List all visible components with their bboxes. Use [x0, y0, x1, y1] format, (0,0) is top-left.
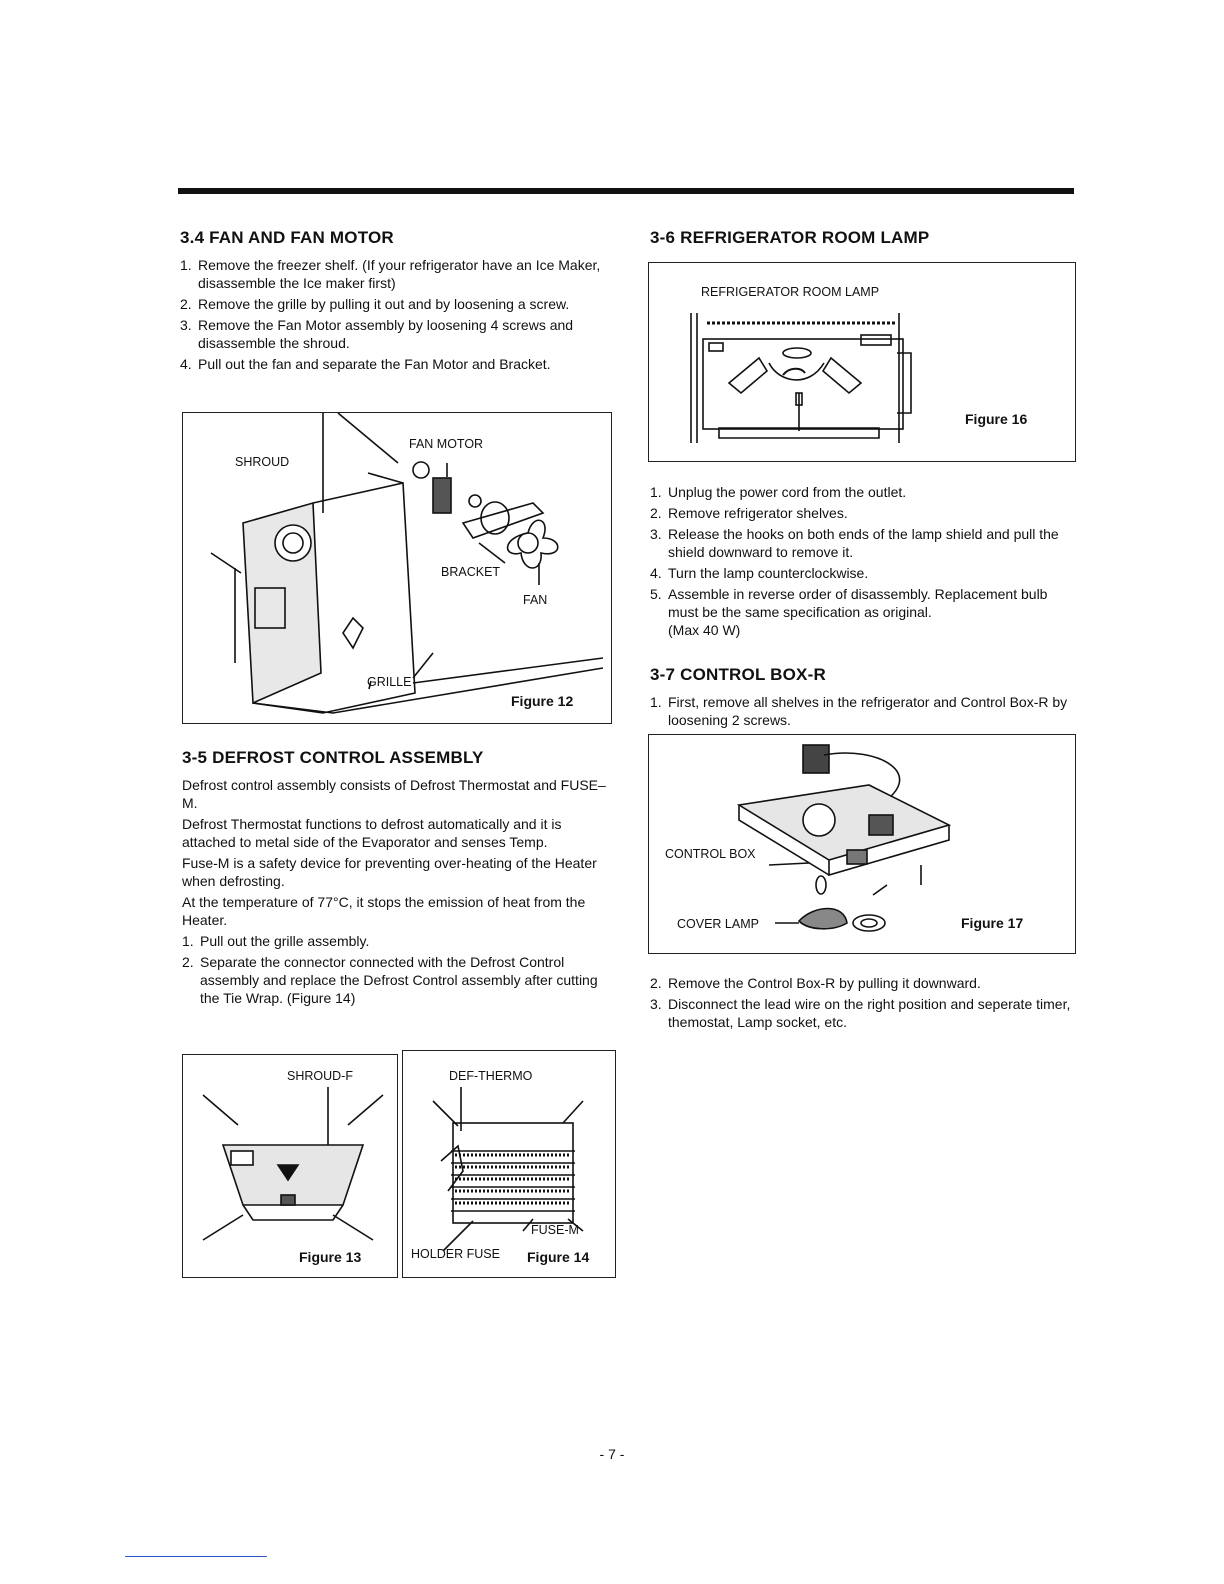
- label-shroud-f: SHROUD-F: [287, 1069, 353, 1083]
- section-title: 3-6 REFRIGERATOR ROOM LAMP: [650, 228, 930, 247]
- max-wattage-note: (Max 40 W): [668, 622, 741, 638]
- label-room-lamp: REFRIGERATOR ROOM LAMP: [701, 285, 880, 299]
- section-title: 3.4 FAN AND FAN MOTOR: [180, 228, 394, 247]
- steps-list: [182, 932, 616, 1007]
- figure-caption: Figure 17: [961, 915, 1024, 931]
- figure-14: [402, 1050, 616, 1278]
- steps-list: [180, 256, 612, 373]
- steps-list: [650, 483, 1080, 621]
- list-item: 3. Disconnect the lead wire on the right position and seperate timer, themostat, Lamp socket, etc.: [650, 996, 1071, 1030]
- section-title: 3-7 CONTROL BOX-R: [650, 665, 826, 684]
- list-item: 2. Remove refrigerator shelves.: [650, 505, 848, 521]
- page-number: - 7 -: [599, 1446, 625, 1462]
- label-fan: FAN: [523, 593, 548, 607]
- steps-list: [650, 974, 1080, 1031]
- footer-rule: [125, 1556, 267, 1557]
- paragraph: Fuse-M is a safety device for preventing over-heating of the Heater when defrosting.: [182, 855, 597, 889]
- label-control-box: CONTROL BOX: [665, 847, 756, 861]
- list-item: 4. Turn the lamp counterclockwise.: [650, 565, 869, 581]
- label-fan-motor: FAN MOTOR: [409, 437, 484, 451]
- list-item: 1. Remove the freezer shelf. (If your refrigerator have an Ice Maker, disassemble the Ice maker first): [180, 257, 601, 291]
- label-fuse-m: FUSE-M: [531, 1223, 579, 1237]
- paragraph: At the temperature of 77°C, it stops the emission of heat from the Heater.: [182, 894, 586, 928]
- section-defrost-control: [182, 748, 616, 1007]
- list-item: 3. Remove the Fan Motor assembly by loosening 4 screws and disassemble the shroud.: [180, 317, 574, 351]
- list-item: 3. Release the hooks on both ends of the lamp shield and pull the shield downward to remove it.: [650, 526, 1059, 560]
- label-grille: GRILLE: [367, 675, 412, 689]
- label-bracket: BRACKET: [441, 565, 501, 579]
- figure-16: [648, 262, 1076, 462]
- figure-caption: Figure 13: [299, 1249, 362, 1265]
- label-holder-fuse: HOLDER FUSE: [411, 1247, 500, 1261]
- list-item: 4. Pull out the fan and separate the Fan Motor and Bracket.: [180, 356, 551, 372]
- label-shroud: SHROUD: [235, 455, 290, 469]
- section-room-lamp-title: [650, 228, 1080, 248]
- list-item: 2. Remove the Control Box-R by pulling it downward.: [650, 975, 981, 991]
- list-item: 2. Separate the connector connected with the Defrost Control assembly and replace the Defrost Control assembly after cutting the Tie Wrap. (Figure 14): [182, 954, 598, 1006]
- list-item: 1. Unplug the power cord from the outlet.: [650, 484, 907, 500]
- figure-caption: Figure 16: [965, 411, 1028, 427]
- paragraph: Defrost Thermostat functions to defrost automatically and it is attached to metal side of the Evaporator and senses Temp.: [182, 816, 562, 850]
- list-item: 1. Pull out the grille assembly.: [182, 933, 370, 949]
- section-title: 3-5 DEFROST CONTROL ASSEMBLY: [182, 748, 484, 767]
- section-room-lamp: [650, 483, 1080, 729]
- list-item: 5. Assemble in reverse order of disassembly. Replacement bulb must be the same specification as original.: [650, 586, 1048, 620]
- section-control-box: [650, 974, 1080, 1031]
- section-fan-motor: [180, 228, 612, 373]
- figure-caption: Figure 12: [511, 693, 574, 709]
- list-item: 2. Remove the grille by pulling it out and by loosening a screw.: [180, 296, 570, 312]
- label-cover-lamp: COVER LAMP: [677, 917, 759, 931]
- label-def-thermo: DEF-THERMO: [449, 1069, 533, 1083]
- figure-caption: Figure 14: [527, 1249, 590, 1265]
- list-item: 1. First, remove all shelves in the refrigerator and Control Box-R by loosening 2 screws.: [650, 694, 1068, 728]
- evaporator-illustration: [403, 1051, 615, 1277]
- shroud-illustration: [183, 1055, 397, 1277]
- paragraph: Defrost control assembly consists of Defrost Thermostat and FUSE–M.: [182, 777, 606, 811]
- steps-list: [650, 693, 1080, 729]
- top-rule: [178, 188, 1074, 194]
- figure-17: [648, 734, 1076, 954]
- figure-12: [182, 412, 612, 724]
- figure-13: [182, 1054, 398, 1278]
